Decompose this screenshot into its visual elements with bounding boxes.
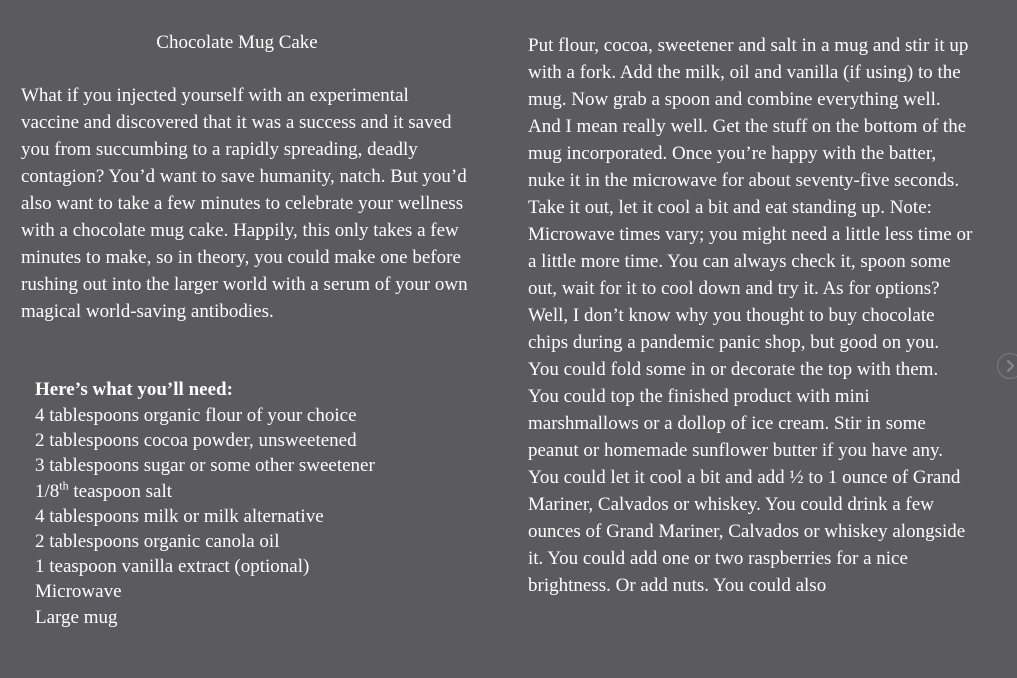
recipe-title: Chocolate Mug Cake [156,32,318,53]
next-page-button[interactable] [997,353,1017,379]
left-column [21,30,471,325]
ingredients-section [35,377,455,630]
salt-ordinal: th [59,478,69,493]
ingredient-item: 3 tablespoons sugar or some other sweetener [35,455,375,477]
ingredient-item-salt [35,479,455,504]
ingredient-item: 4 tablespoons organic flour of your choice [35,405,357,426]
ingredient-item: 1 teaspoon vanilla extract (optional) [35,556,310,578]
ingredient-item: 4 tablespoons milk or milk alternative [35,505,324,527]
instructions-paragraph: Put flour, cocoa, sweetener and salt in a mug and stir it up with a fork. Add the milk, oil and vanilla (if using) to the mug. Now grab a spoon and combine everything well. And I mean really well. Get the stuff on the bottom of the mug incorporated. Once you’re happy with the batter, nuke it in the microwave for about seventy-five seconds. Take it out, let it cool a bit and eat standing up. Note: Microwave times vary; you might need a little less time or a little more time. You can always check it, spoon some out, wait for it to cool down and try it. As for options? Well, I don’t know why you thought to buy chocolate chips during a pandemic panic shop, but good on you. You could fold some in or decorate the top with them. You could top the finished product with mini marshmallows or a dollop of ice cream. Stir in some peanut or homemade sunflower butter if you have any. You could let it cool a bit and add ½ to 1 ounce of Grand Mariner, Calvados or whiskey. You could drink a few ounces of Grand Mariner, Calvados or whiskey alongside it. You could add one or two raspberries for a nice brightness. Or add nuts. You could also [528,35,973,596]
right-column [528,32,973,599]
ingredient-item: Large mug [35,606,118,628]
ingredients-heading: Here’s what you’ll need: [35,379,233,400]
intro-paragraph: What if you injected yourself with an experimental vaccine and discovered that it was a success and it saved you from succumbing to a rapidly spreading, deadly contagion? You’d want to save humanity, natch. But you’d also want to take a few minutes to celebrate your wellness with a chocolate mug cake. Happily, this only takes a few minutes to make, so in theory, you could make one before rushing out into the larger world with a serum of your own magical world-saving antibodies. [21,85,468,322]
ingredient-item: Microwave [35,581,122,603]
salt-amount: 1/8 [35,480,60,502]
ingredient-item: 2 tablespoons organic canola oil [35,531,280,553]
ingredient-item: 2 tablespoons cocoa powder, unsweetened [35,430,357,452]
chevron-right-icon [1006,360,1015,372]
ingredients-list [35,403,455,630]
salt-unit: teaspoon salt [68,480,173,502]
